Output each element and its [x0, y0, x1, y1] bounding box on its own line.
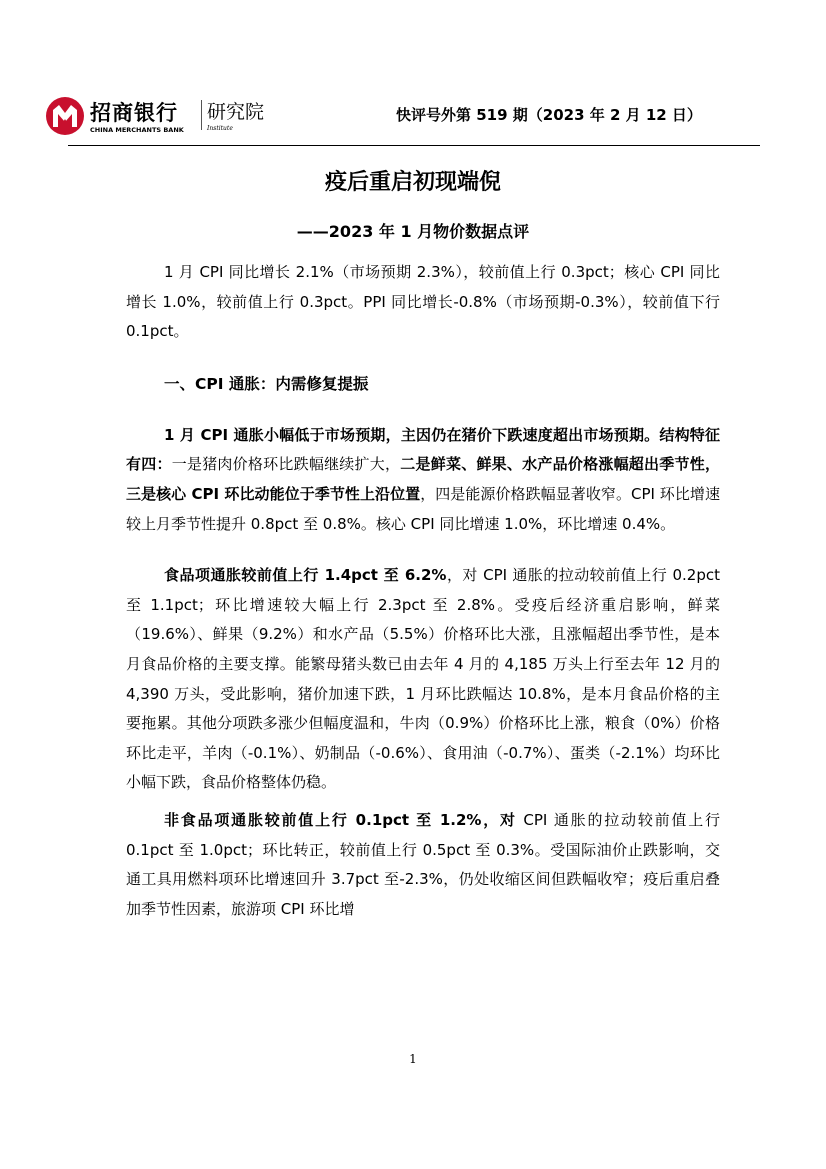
paragraph-food-inflation — [126, 561, 720, 798]
cmb-logo-icon — [45, 96, 85, 136]
paragraph-nonfood-inflation — [126, 806, 720, 924]
institute-name — [207, 101, 264, 132]
plain-text: ，四是能源价格跌幅显著收窄。CPI 环比增速较上月季节性提升 0.8pct 至 0.8%。核心 CPI 同比增速 1.0%，环比增速 0.4%。 — [126, 484, 720, 533]
page-header — [0, 0, 826, 150]
brand-name-cn: 招商银行 — [90, 101, 178, 125]
report-subtitle: ——2023 年 1 月物价数据点评 — [296, 222, 530, 241]
report-body — [126, 258, 720, 924]
summary-paragraph: 1 月 CPI 同比增长 2.1%（市场预期 2.3%），较前值上行 0.3pct；核心 CPI 同比增长 1.0%，较前值上行 0.3pct。PPI 同比增长-0.8%（市场预期-0.3%），较前值下行 0.1pct。 — [126, 263, 720, 341]
page-number: 1 — [409, 1052, 417, 1066]
bold-text: 1 月 CPI 通胀小幅低于市场预期，主因仍在猪价下跌速度超出市场预期。结构特征有四： — [126, 425, 720, 474]
issue-label: 快评号外第 519 期（2023 年 2 月 12 日） — [396, 106, 702, 124]
brand-name-en: CHINA MERCHANTS BANK — [90, 126, 184, 134]
brand-name — [90, 101, 195, 141]
plain-text: 一是猪肉价格环比跌幅继续扩大， — [171, 455, 401, 474]
section-heading: 一、CPI 通胀：内需修复提振 — [164, 374, 369, 393]
bold-text: 非食品项通胀较前值上行 0.1pct 至 1.2%，对 — [164, 810, 517, 829]
report-title: 疫后重启初现端倪 — [324, 170, 501, 195]
plain-text: CPI 通胀的拉动较前值上行 0.1pct 至 1.0pct；环比转正，较前值上行 0.5pct 至 0.3%。受国际油价止跌影响，交通工具用燃料项环比增速回升 3.7pct 至-2.3%，仍处收缩区间但跌幅收窄；疫后重启叠加季节性因素，旅游项 CPI 环比增 — [126, 810, 720, 918]
institute-name-cn: 研究院 — [207, 101, 265, 123]
logo-divider — [201, 100, 202, 130]
paragraph-cpi-overview — [126, 421, 720, 539]
header-rule — [68, 145, 760, 146]
plain-text: ，对 CPI 通胀的拉动较前值上行 0.2pct 至 1.1pct；环比增速较大幅上行 2.3pct 至 2.8%。受疫后经济重启影响，鲜菜（19.6%）、鲜果（9.2%）和水产品（5.5%）价格环比大涨，且涨幅超出季节性，是本月食品价格的主要支撑。能繁母猪头数已由去年 4 月的 4,185 万头上行至去年 12 月的 4,390 万头，受此影响，猪价加速下跌，1 月环比跌幅达 10.8%，是本月食品价格的主要拖累。其他分项跌多涨少但幅度温和，牛肉（0.9%）价格环比上涨，粮食（0%）价格环比走平，羊肉（-0.1%）、奶制品（-0.6%）、食用油（-0.7%）、蛋类（-2.1%）均环比小幅下跌，食品价格整体仍稳。 — [126, 566, 720, 792]
institute-name-en: Institute — [207, 125, 233, 132]
bold-text: 二是鲜菜、鲜果、水产品价格涨幅超出季节性，三是核心 CPI 环比动能位于季节性上沿位置 — [126, 455, 720, 503]
bold-text: 食品项通胀较前值上行 1.4pct 至 6.2% — [164, 566, 447, 585]
